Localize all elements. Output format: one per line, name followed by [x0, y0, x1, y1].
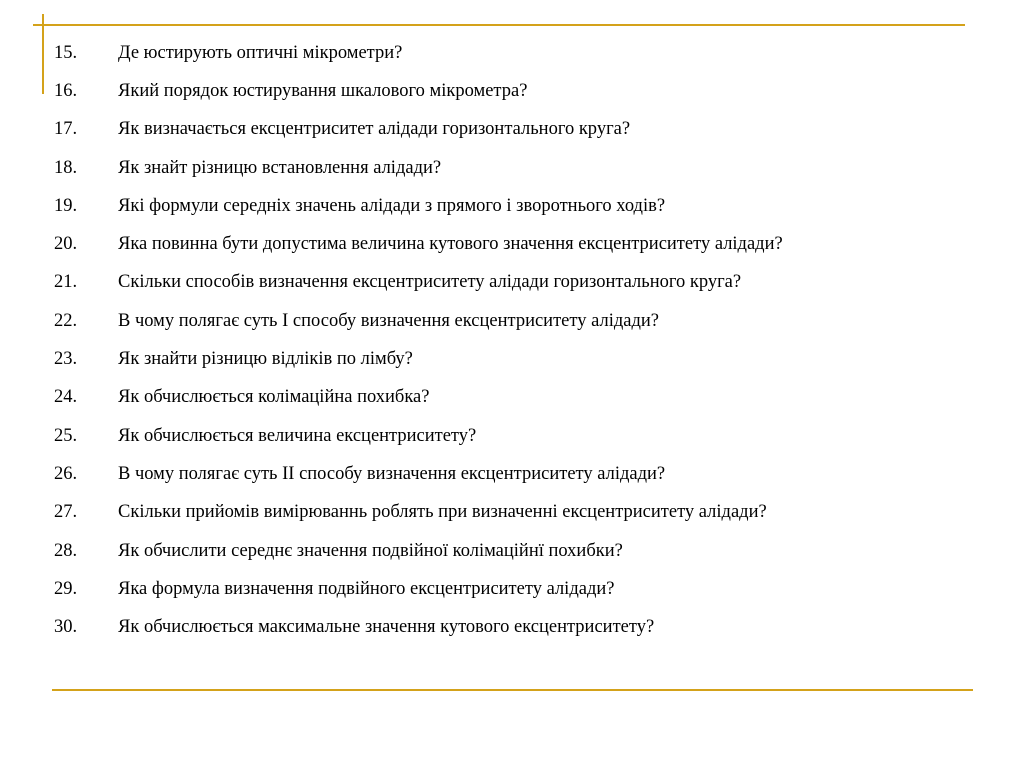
question-text: Як обчислюється величина ексцентриситету? [118, 425, 477, 446]
question-item [54, 570, 783, 608]
question-item [54, 340, 783, 378]
question-item [54, 417, 783, 455]
question-number: 18. [54, 157, 78, 178]
question-text: Скільки способів визначення ексцентриситету алідади горизонтального круга? [118, 272, 742, 293]
question-item [54, 455, 783, 493]
question-item [54, 34, 783, 72]
question-text: Яка формула визначення подвійного ексцентриситету алідади? [118, 578, 615, 599]
question-item [54, 225, 783, 263]
question-item [54, 111, 783, 149]
question-number: 25. [54, 425, 78, 446]
question-number: 20. [54, 234, 78, 255]
question-item [54, 149, 783, 187]
question-item [54, 494, 783, 532]
question-text: Де юстирують оптичні мікрометри? [118, 42, 403, 63]
question-item [54, 187, 783, 225]
question-number: 23. [54, 349, 78, 370]
question-item [54, 72, 783, 110]
question-text: В чому полягає суть І способу визначення ексцентриситету алідади? [118, 310, 659, 331]
question-text: Як знайти різницю відліків по лімбу? [118, 349, 413, 370]
question-text: Як обчислюється максимальне значення кутового ексцентриситету? [118, 617, 655, 638]
question-number: 21. [54, 272, 78, 293]
question-item [54, 264, 783, 302]
top-divider-line [33, 24, 965, 26]
question-item [54, 532, 783, 570]
question-number: 16. [54, 80, 78, 101]
question-item [54, 302, 783, 340]
question-number: 19. [54, 195, 78, 216]
question-item [54, 379, 783, 417]
question-text: Який порядок юстирування шкалового мікрометра? [118, 80, 528, 101]
question-item [54, 608, 783, 646]
question-text: Як обчислюється колімаційна похибка? [118, 387, 430, 408]
question-text: Яка повинна бути допустима величина кутового значення ексцентриситету алідади? [118, 234, 783, 255]
bottom-divider-line [52, 689, 973, 691]
question-text: Як обчислити середнє значення подвійної колімаційнї похибки? [118, 540, 623, 561]
question-number: 29. [54, 578, 78, 599]
question-number: 15. [54, 42, 78, 63]
question-text: Які формули середніх значень алідади з прямого і зворотнього ходів? [118, 195, 666, 216]
question-number: 27. [54, 502, 78, 523]
question-number: 30. [54, 617, 78, 638]
question-number: 24. [54, 387, 78, 408]
question-text: В чому полягає суть ІІ способу визначення ексцентриситету алідади? [118, 463, 666, 484]
question-text: Як знайт різницю встановлення алідади? [118, 157, 442, 178]
left-accent-line [42, 14, 44, 94]
question-text: Скільки прийомів вимірюваннь роблять при визначенні ексцентриситету алідади? [118, 502, 767, 523]
question-number: 22. [54, 310, 78, 331]
question-number: 17. [54, 119, 78, 140]
question-list [54, 34, 783, 647]
question-text: Як визначається ексцентриситет алідади горизонтального круга? [118, 119, 631, 140]
question-number: 26. [54, 463, 78, 484]
question-number: 28. [54, 540, 78, 561]
